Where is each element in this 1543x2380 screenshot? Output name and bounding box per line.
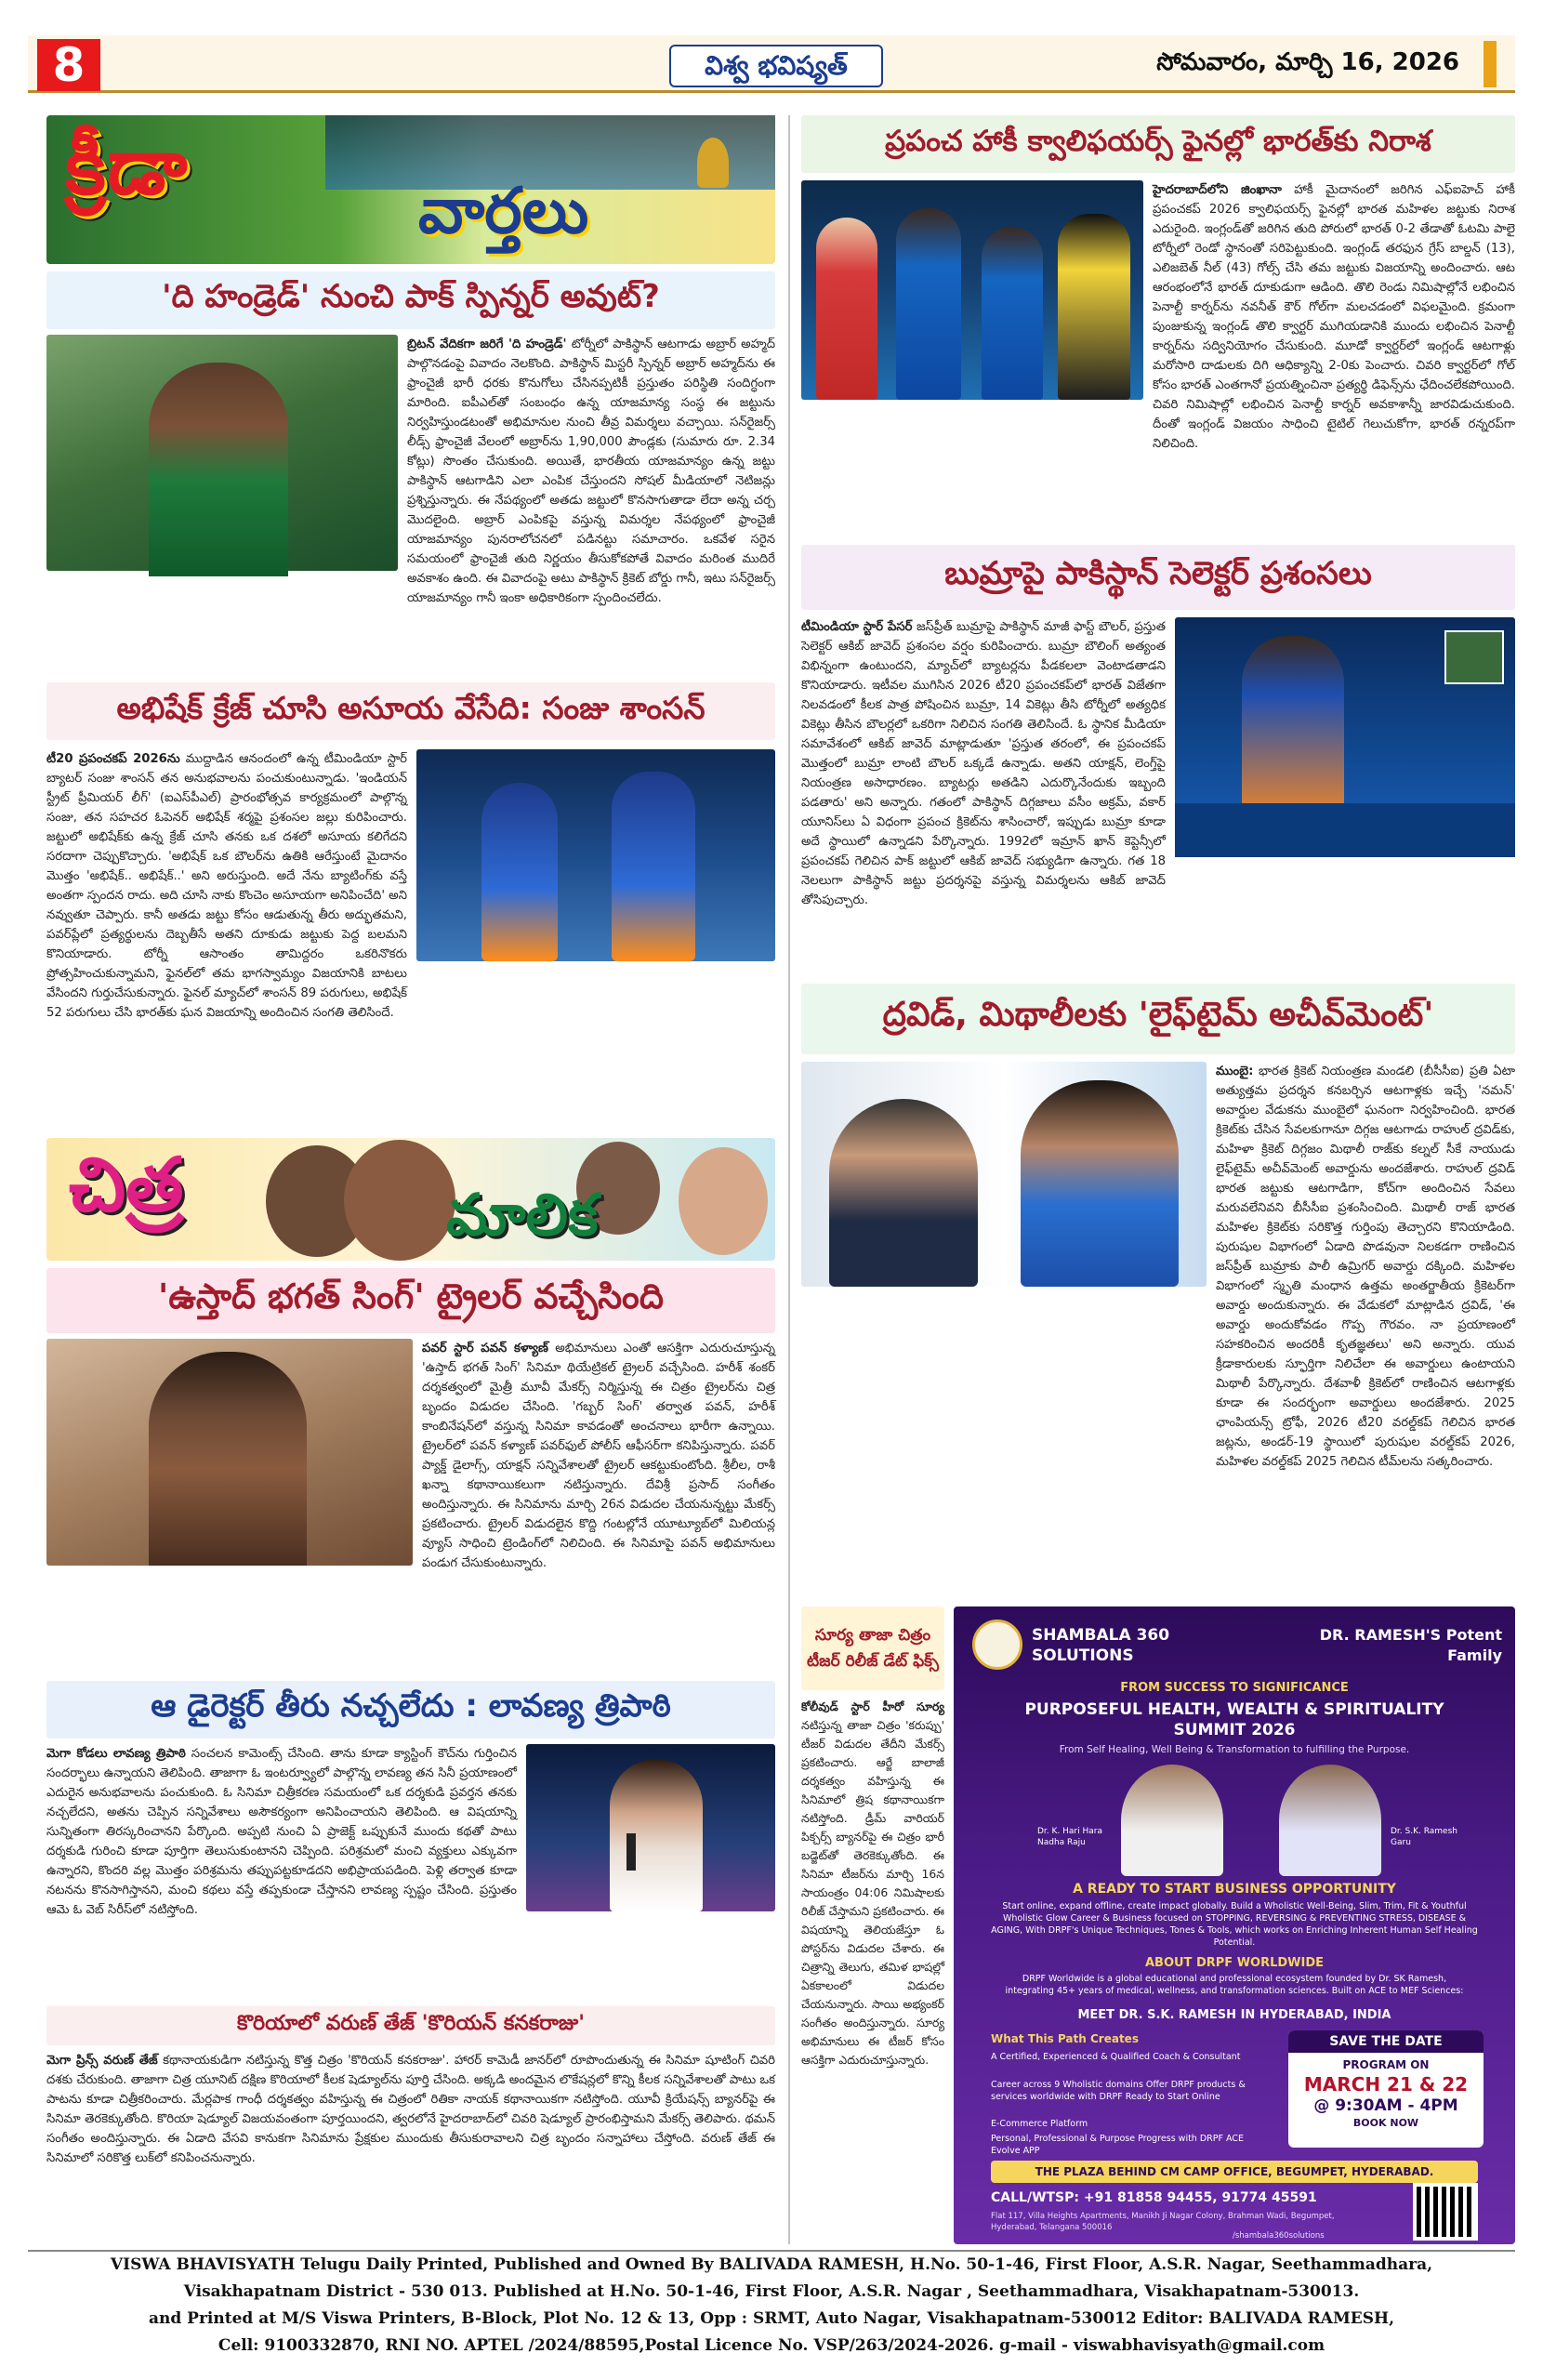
ad-time: @ 9:30AM - 4PM (1313, 2096, 1458, 2115)
cinema-banner-word1: చిత్ర (69, 1142, 184, 1228)
actor-face-2 (344, 1140, 455, 1261)
cinema-section-banner (46, 1138, 775, 1261)
player-india-1 (896, 208, 961, 400)
dravid-mithali-photo (801, 1062, 1207, 1287)
hockey-photo (801, 180, 1143, 400)
bumrah-figure (1242, 636, 1344, 831)
bumrah-photo (1175, 617, 1515, 857)
footer-line-4: Cell: 9100332870, RNI NO. APTEL /2024/88595,Postal Licence No. VSP/263/2024-2026. g-mail - viswabhavisyath@gmail.com (218, 2336, 1325, 2355)
hundred-body-text: టోర్నీలో పాకిస్థాన్ ఆటగాడు అబ్రార్ అహ్మద్ పాల్గొనడంపై వివాదం నెలకొంది. పాకిస్థాన్ మిస్టరీ స్పిన్నర్ అబ్రార్ అహ్మద్‌ను ఈ ఫ్రాంచైజీ భారీ ధరకు కొనుగోలు చేసినప్పటికీ ప్రస్తుతం పరిస్థితి సందిగ్ధంగా మారింది. ఐపీఎల్‌తో సంబంధం ఉన్న యాజమాన్య సంస్థ ఈ జట్టును నిర్వహిస్తుండటంతో అభిమానుల నుంచి తీవ్ర విమర్శలు వచ్చాయి. సన్‌రైజర్స్ లీడ్స్ ఫ్రాంచైజీ వేలంలో అబ్రార్‌ను 1,90,000 పౌండ్లకు (సుమారు రూ. 2.34 కోట్లు) సొంతం చేసుకుంది. అయితే, భారతీయ యాజమాన్యం ఉన్న జట్టు పాకిస్థాన్ ఆటగాడిని ఎలా ఎంపిక చేస్తుందని సోషల్ మీడియాలో నెటిజన్లు ప్రశ్నిస్తున్నారు. ఈ నేపథ్యంలో అతడు జట్టులో కొనసాగుతాడా లేదా అన్న చర్చ మొదలైంది. అబ్రార్ ఎంపికపై వస్తున్న విమర్శల నేపథ్యంలో ఫ్రాంచైజీ యాజమాన్యం పునరాలోచనలో పడినట్టు సమాచారం. ఒకవేళ సరైన సమయంలో ఫ్రాంచైజీ తుది నిర్ణయం తీసుకోకపోతే వివాదం మరింత ముదిరే అవకాశం ఉంది. ఈ వివాదంపై అటు పాకిస్థాన్ క్రికెట్ బోర్డు గానీ, ఇటు సన్‌రైజర్స్ యాజమాన్యం గానీ ఇంకా అధికారికంగా స్పందించలేదు. (407, 337, 776, 605)
footer-line-2: Visakhapatnam District - 530 013. Published at H.No. 50-1-46, First Floor, A.S.R. Nagar , Seethammadhara, Visakhapatnam-530013. (183, 2282, 1360, 2301)
date-accent-bar (1484, 41, 1497, 87)
ad-speaker-2-photo (1279, 1765, 1381, 1876)
varun-lead: మెగా ప్రిన్స్ వరుణ్ తేజ్ (46, 2054, 158, 2068)
player-right (612, 772, 695, 961)
ad-program-on: PROGRAM ON (1342, 2058, 1430, 2071)
sanju-lead: టీ20 ప్రపంచకప్ 2026ను (46, 752, 180, 766)
ad-speaker-1: Dr. K. Hari Hara Nadha Raju (1037, 1827, 1102, 1847)
ad-speaker-2: Dr. S.K. Ramesh Garu (1391, 1827, 1457, 1847)
hundred-lead: బ్రిటన్ వేదికగా జరిగే 'ది హండ్రెడ్' (407, 337, 567, 351)
bumrah-body (801, 617, 1166, 989)
hundred-headline: 'ది హండ్రెడ్' నుంచి పాక్ స్పిన్నర్ అవుట్? (46, 271, 775, 329)
ad-includes-title: What This Path Creates (991, 2032, 1139, 2045)
sports-banner-word1: క్రీడా (65, 121, 190, 212)
varun-body (46, 2051, 775, 2246)
hockey-lead: హైదరాబాద్‌లోని జింఖానా (1153, 183, 1282, 197)
microphone-icon (626, 1833, 636, 1871)
dravid-body-text: భారత క్రికెట్ నియంత్రణ మండలి (బీసీసీఐ) ప్రతి ఏటా అత్యుత్తమ ప్రదర్శన కనబర్చిన ఆటగాళ్లకు ఇచ్చే 'నమన్' అవార్డుల వేడుకను ముంబైలో ఘనంగా నిర్వహించింది. భారత క్రికెట్‌కు చేసిన సేవలకుగానూ దిగ్గజ ఆటగాడు రాహుల్ ద్రవిడ్‌కు, మహిళా క్రికెట్ దిగ్గజం మిథాలీ రాజ్‌కు కల్నల్ సీకే నాయుడు లైఫ్‌టైమ్ అచీవ్‌మెంట్ అవార్డును అందజేశారు. రాహుల్ ద్రవిడ్ భారత జట్టుకు ఆటగాడిగా, కోచ్‌గా అందించిన సేవలు మరువలేనివని బీసీసీఐ ప్రశంసించింది. మిథాలీ రాజ్ భారత మహిళల క్రికెట్‌కు సరికొత్త గుర్తింపు తెచ్చారని కొనియాడింది. పురుషుల విభాగంలో ఏడాది పొడవునా నిలకడగా రాణించిన జస్‌ప్రీత్ బుమ్రాకు పాలీ ఉమ్రిగర్ అవార్డు దక్కింది. మహిళల విభాగంలో స్మృతి మంధాన ఉత్తమ అంతర్జాతీయ క్రికెటర్‌గా అవార్డు అందుకున్నారు. ఈ వేడుకలో మాట్లాడిన ద్రవిడ్, 'ఈ అవార్డు అందుకోవడం గొప్ప గౌరవం. నా ప్రయాణంలో సహకరించిన అందరికీ కృతజ్ఞతలు' అని అన్నారు. యువ క్రీడాకారులకు స్ఫూర్తిగా నిలిచేలా ఈ అవార్డులు ఉంటాయని మిథాలీ పేర్కొన్నారు. దేశవాళీ క్రికెట్‌లో రాణించిన ఆటగాళ్లకు కూడా ఈ సందర్భంగా అవార్డులు అందజేశారు. 2025 ఛాంపియన్స్ ట్రోఫీ, 2026 టీ20 వరల్డ్‌కప్ గెలిచిన భారత జట్లను, అండర్-19 స్థాయిలో పురుషుల వరల్డ్‌కప్ 2026, మహిళల వరల్డ్‌కప్ 2025 గెలిచిన టీమ్‌లను సత్కరించారు. (1216, 1064, 1515, 1469)
sanju-abhishek-photo (416, 749, 775, 961)
varun-headline: కొరియాలో వరుణ్ తేజ్ 'కొరియన్ కనకరాజు' (46, 2006, 775, 2045)
sanju-body-text: ముద్దాడిన ఆనందంలో ఉన్న టీమిండియా స్టార్ బ్యాటర్ సంజు శాంసన్ తన అనుభవాలను పంచుకుంటున్నాడు. 'ఇండియన్ స్ట్రీట్ ప్రీమియర్ లీగ్' (ఐఎస్‌పీఎల్) ప్రారంభోత్సవ కార్యక్రమంలో పాల్గొన్న సంజు, తన సహచర ఓపెనర్ అభిషేక్ శర్మపై ప్రశంసల జల్లు కురిపించారు. జట్టులో అభిషేక్‌కు ఉన్న క్రేజ్ చూసి తనకు ఒక దశలో అసూయ కలిగేదని సరదాగా చెప్పుకొచ్చారు. 'అభిషేక్ ఒక బౌలర్‌ను ఉతికి ఆరేస్తుంటే మైదానం మొత్తం 'అభిషేక్.. అభిషేక్..' అని అరుస్తుంది. అదే నేను బ్యాటింగ్‌కు వస్తే అంతగా స్పందన రాదు. అది చూసి నాకు కొంచెం అసూయగా అనిపించేది' అని నవ్వుతూ చెప్పారు. కానీ అతడు జట్టు కోసం ఆడుతున్న తీరు అద్భుతమని, పవర్‌ప్లేలో ప్రత్యర్థులను దెబ్బతీసే అతని దూకుడు జట్టుకు పెద్ద బలమని కొనియాడారు. టోర్నీ ఆసాంతం తామిద్దరం ఒకరినొకరు ప్రోత్సహించుకున్నామని, ఫైనల్‌లో తమ భాగస్వామ్యం విజయానికి బాటలు వేసిందని గుర్తుచేసుకున్నారు. ఫైనల్ మ్యాచ్‌లో శాంసన్ 89 పరుగులు, అభిషేక్ 52 పరుగులు చేసి భారత్‌కు ఘన విజయాన్ని అందించిన సంగతి తెలిసిందే. (46, 752, 407, 1020)
sports-banner-word2: వార్తలు (418, 175, 589, 248)
ustaad-headline: 'ఉస్తాద్ భగత్ సింగ్' ట్రైలర్ వచ్చేసింది (46, 1268, 775, 1333)
imprint-footer (28, 2250, 1515, 2360)
ad-qr-code-icon[interactable] (1413, 2183, 1478, 2241)
ad-social: /shambala360solutions (1233, 2231, 1325, 2241)
hundred-body-top (407, 335, 776, 605)
ad-logo-leaf-icon (972, 1620, 1022, 1670)
ad-address: Flat 117, Villa Heights Apartments, Manikh Ji Nagar Colony, Brahman Wadi, Begumpet, Hyderabad, Telangana 500016 (991, 2212, 1335, 2232)
inset-photo (1444, 630, 1504, 684)
pawan-kalyan-photo (46, 1339, 413, 1566)
ad-opportunity-text: Start online, expand offline, create impact globally. Build a Wholistic Well-Being, Slim, Trim, Fit & Youthful Wholistic Glow Career & Business focused on STOPPING, REVERSING & PREVENTING STRESS, DISEASE & AGING, With DRPF's Unique Techniques, Tones & Tools, which works on Enriching Inherent Human Self Healing Potential. (991, 1901, 1478, 1948)
ad-speaker-1-photo (1121, 1765, 1223, 1876)
ad-about-title: ABOUT DRPF WORLDWIDE (1144, 1956, 1325, 1970)
newspaper-page (28, 35, 1515, 2360)
shambala-advertisement[interactable] (954, 1606, 1515, 2244)
sponsor-board (1175, 803, 1515, 857)
ustaad-body (422, 1339, 775, 1670)
bumrah-lead: టీమిండియా స్టార్ పేసర్ (801, 620, 913, 634)
column-divider (788, 115, 790, 2244)
sports-section-banner (46, 115, 775, 264)
ad-subtitle: From Self Healing, Well Being & Transformation to fulfilling the Purpose. (1059, 1744, 1410, 1755)
player-left (481, 783, 558, 961)
hockey-body-text: హాకీ మైదానంలో జరిగిన ఎఫ్‌ఐహెచ్ హాకీ ప్రపంచకప్ 2026 క్వాలిఫయర్స్ ఫైనల్లో భారత మహిళల జట్టుకు నిరాశ ఎదురైంది. ఇంగ్లండ్‌తో జరిగిన తుది పోరులో భారత్ 0-2 తేడాతో ఓటమి పాలై టోర్నీలో రెండో స్థానంతో సరిపెట్టుకుంది. ఇంగ్లండ్ తరఫున గ్రేస్ బాల్డన్ (13), ఎలిజబెత్ నీల్ (43) గోల్స్ చేసి తమ జట్టుకు విజయాన్ని అందించారు. ఆట ఆరంభంలోనే భారత్ దూకుడుగా ఆడింది. తొలి రెండు నిమిషాల్లోనే లభించిన పెనాల్టీ కార్నర్‌ను నవనీత్ కౌర్ గోల్‌గా మలచడంలో విఫలమైంది. క్రమంగా పుంజుకున్న ఇంగ్లండ్ తొలి క్వార్టర్ ముగియడానికి ముందు లభించిన పెనాల్టీ కార్నర్‌ను సద్వినియోగం చేసుకుంది. మూడో క్వార్టర్‌లో ఇంగ్లండ్ ఆటగాళ్లు మరోసారి దాడులకు దిగి ఆధిక్యాన్ని 2-0కు పెంచారు. చివరి క్వార్టర్‌లో గోల్ కోసం భారత్ ఎంతగానో ప్రయత్నించినా ప్రత్యర్థి డిఫెన్స్‌ను ఛేదించలేకపోయింది. చివరి నిమిషాల్లో లభించిన పెనాల్టీ కార్నర్ అవకాశాన్నీ జారవిడుచుకుంది. దీంతో ఇంగ్లండ్ విజయం సాధించి టైటిల్ గెలుచుకోగా, భారత్ రన్నరప్‌గా నిలిచింది. (1153, 183, 1515, 451)
sanju-body (46, 749, 407, 1129)
ad-includes-4: Personal, Professional & Purpose Progress with DRPF ACE Evolve APP (991, 2134, 1244, 2156)
ad-includes-1: A Certified, Experienced & Qualified Coach & Consultant (991, 2052, 1241, 2062)
ad-save-date-box[interactable] (1288, 2030, 1484, 2148)
bumrah-headline: బుమ్రాపై పాకిస్థాన్ సెలెక్టర్ ప్రశంసలు (801, 545, 1515, 610)
sanju-headline: అభిషేక్ క్రేజ్ చూసి అసూయ వేసేది: సంజు శాంసన్ (46, 682, 775, 740)
player-figure (149, 363, 288, 576)
dravid-body (1216, 1062, 1515, 1601)
abrar-photo (46, 335, 398, 571)
paper-name-logo: విశ్వ భవిష్యత్ (669, 45, 883, 87)
lavanya-lead: మెగా కోడలు లావణ్య త్రిపాఠి (46, 1747, 186, 1761)
lavanya-body (46, 1744, 517, 2001)
varun-body-text: కథానాయకుడిగా నటిస్తున్న కొత్త చిత్రం 'కొరియన్ కనకరాజు'. హారర్ కామెడీ జానర్‌లో రూపొందుతున్న ఈ సినిమా షూటింగ్ చివరి దశకు చేరుకుంది. తాజాగా చిత్ర యూనిట్ దక్షిణ కొరియాలో కీలక షెడ్యూల్‌ను పూర్తి చేసింది. అక్కడి అందమైన లొకేషన్లలో కొన్ని కీలక సన్నివేశాలతో పాటు ఒక పాటను కూడా చిత్రీకరించారు. మేర్లపాక గాంధీ దర్శకత్వం వహిస్తున్న ఈ చిత్రంలో రితికా నాయక్ కథానాయికగా నటిస్తోంది. యూవీ క్రియేషన్స్ బ్యానర్‌పై ఈ సినిమా తెరకెక్కుతోంది. కొరియా షెడ్యూల్ విజయవంతంగా పూర్తయిందని, త్వరలోనే హైదరాబాద్‌లో చివరి షెడ్యూల్ ప్రారంభిస్తామని మేకర్స్ తెలిపారు. థమన్ సంగీతం అందిస్తున్నారు. ఈ ఏడాది వేసవి కానుకగా సినిమాను ప్రేక్షకుల ముందుకు తీసుకురావాలని చిత్ర బృందం సన్నాహాలు చేస్తోంది. వరుణ్ తేజ్ ఈ సినిమాలో సరికొత్త లుక్‌లో కనిపించనున్నారు. (46, 2054, 775, 2165)
surya-headline: సూర్య తాజా చిత్రం టీజర్ రిలీజ్ డేట్ ఫిక్స్ (801, 1606, 944, 1690)
ad-includes-2: Career across 9 Wholistic domains Offer DRPF products & services worldwide with DRPF Ready to Start Online (991, 2080, 1246, 2102)
hockey-headline: ప్రపంచ హాకీ క్వాలిఫయర్స్ ఫైనల్లో భారత్‌కు నిరాశ (801, 115, 1515, 173)
ad-about-text: DRPF Worldwide is a global educational and professional ecosystem founded by Dr. SK Ramesh, integrating 45+ years of medical, wellness, and transformation sciences. Built on ACE to MEF Sciences: (1005, 1974, 1464, 1996)
surya-body (801, 1698, 944, 2244)
lavanya-body-text: సంచలన కామెంట్స్ చేసింది. తాను కూడా క్యాస్టింగ్ కౌచ్‌ను గుర్తించిన సందర్భాలు ఉన్నాయని తెలిపింది. తాజాగా ఓ ఇంటర్వ్యూలో పాల్గొన్న లావణ్య తన సినీ ప్రయాణంలో ఎదురైన అనుభవాలను పంచుకుంది. ఓ సినిమా చిత్రీకరణ సమయంలో ఒక దర్శకుడి ప్రవర్తన తనకు నచ్చలేదని, అతను చెప్పిన సన్నివేశాలు అసౌకర్యంగా అనిపించాయని తెలిపింది. ఆ విషయాన్ని సున్నితంగా తిరస్కరించానని పేర్కొంది. అప్పటి నుంచి ఏ ప్రాజెక్ట్ ఒప్పుకునే ముందు కథతో పాటు దర్శకుడి గురించి కూడా పూర్తిగా తెలుసుకుంటానని చెప్పింది. పరిశ్రమలో మంచి వ్యక్తులు ఎక్కువగా ఉన్నారని, కొందరి వల్ల మొత్తం పరిశ్రమను తప్పుపట్టకూడదని అభిప్రాయపడింది. పెళ్లి తర్వాత కూడా నటనను కొనసాగిస్తానని, మంచి కథలు వస్తే తప్పకుండా చేస్తానని లావణ్య స్పష్టం చేసింది. ప్రస్తుతం ఆమె ఓ వెబ్ సిరీస్‌లో నటిస్తోంది. (46, 1747, 517, 1917)
ad-book-now-button[interactable]: BOOK NOW (1352, 2117, 1419, 2129)
dravid-headline: ద్రవిడ్, మిథాలీలకు 'లైఫ్‌టైమ్ అచీవ్‌మెంట్' (801, 984, 1515, 1054)
surya-body-text: నటిస్తున్న తాజా చిత్రం 'కరుప్పు' టీజర్ విడుదల తేదీని మేకర్స్ ప్రకటించారు. ఆర్జే బాలాజీ దర్శకత్వం వహిస్తున్న ఈ సినిమాలో త్రిష కథానాయికగా నటిస్తోంది. డ్రీమ్ వారియర్ పిక్చర్స్ బ్యానర్‌పై ఈ చిత్రం భారీ బడ్జెట్‌తో తెరకెక్కుతోంది. ఈ సినిమా టీజర్‌ను మార్చి 16న సాయంత్రం 04:06 నిమిషాలకు రిలీజ్ చేస్తామని ప్రకటించారు. ఈ విషయాన్ని తెలియజేస్తూ ఓ పోస్టర్‌ను విడుదల చేశారు. ఈ చిత్రాన్ని తెలుగు, తమిళ భాషల్లో ఏకకాలంలో విడుదల చేయనున్నారు. సాయి అభ్యంకర్ సంగీతం అందిస్తున్నారు. సూర్య అభిమానులు ఈ టీజర్ కోసం ఆసక్తిగా ఎదురుచూస్తున్నారు. (801, 1718, 944, 2067)
page-number: 8 (37, 39, 100, 91)
player-goalkeeper (1058, 214, 1130, 400)
dravid-lead: ముంబై: (1216, 1064, 1254, 1078)
actor-figure (149, 1352, 307, 1566)
ad-save-date: SAVE THE DATE (1288, 2030, 1484, 2053)
ad-brand: SHAMBALA 360 SOLUTIONS (1032, 1626, 1170, 1665)
ustaad-lead: పవర్ స్టార్ పవన్ కళ్యాణ్ (422, 1342, 548, 1355)
ad-dates: MARCH 21 & 22 (1303, 2073, 1469, 2096)
ustaad-body-text: అభిమానులు ఎంతో ఆసక్తిగా ఎదురుచూస్తున్న 'ఉస్తాద్ భగత్ సింగ్' సినిమా థియేట్రికల్ ట్రైలర్ వచ్చేసింది. హరీశ్ శంకర్ దర్శకత్వంలో మైత్రీ మూవీ మేకర్స్ నిర్మిస్తున్న ఈ చిత్రం ట్రైలర్‌ను చిత్ర బృందం విడుదల చేసింది. 'గబ్బర్ సింగ్' తర్వాత పవన్, హరీశ్ కాంబినేషన్‌లో వస్తున్న సినిమా కావడంతో అంచనాలు భారీగా ఉన్నాయి. ట్రైలర్‌లో పవన్ కళ్యాణ్ పవర్‌ఫుల్ పోలీస్ ఆఫీసర్‌గా కనిపిస్తున్నారు. పవర్ ప్యాక్డ్ డైలాగ్స్, యాక్షన్ సన్నివేశాలతో ట్రైలర్ ఆకట్టుకుంటోంది. శ్రీలీల, రాశీ ఖన్నా కథానాయికలుగా నటిస్తున్నారు. దేవిశ్రీ ప్రసాద్ సంగీతం అందిస్తున్నారు. ఈ సినిమాను మార్చి 26న విడుదల చేయనున్నట్టు మేకర్స్ ప్రకటించారు. ట్రైలర్ విడుదలైన కొద్ది గంటల్లోనే యూట్యూబ్‌లో మిలియన్ల వ్యూస్ సాధించి ట్రెండింగ్‌లో నిలిచింది. ఈ సినిమాపై పవన్ అభిమానులు పండుగ చేసుకుంటున్నారు. (422, 1342, 775, 1570)
lavanya-photo (526, 1744, 775, 1911)
player-india-2 (982, 227, 1043, 400)
cinema-banner-word2: మాలిక (446, 1181, 599, 1249)
dravid-figure (829, 1099, 978, 1287)
hockey-body (1153, 180, 1515, 543)
actress-figure (610, 1759, 703, 1911)
player-england (816, 218, 877, 400)
actress-face (679, 1147, 768, 1255)
bumrah-body-text: జస్‌ప్రీత్ బుమ్రాపై పాకిస్థాన్ మాజీ ఫాస్ట్ బౌలర్, ప్రస్తుత సెలెక్టర్ ఆకిబ్ జావెద్ ప్రశంసల వర్షం కురిపించారు. బుమ్రా బౌలింగ్ అత్యంత విభిన్నంగా ఉంటుందని, మ్యాచ్‌లో బ్యాటర్లను పీడకలలా వెంటాడతాడని కొనియాడారు. ఇటీవల ముగిసిన 2026 టీ20 ప్రపంచకప్‌లో భారత్ విజేతగా నిలవడంలో కీలక పాత్ర పోషించిన బుమ్రా, 14 వికెట్లు తీసి టోర్నీలో అత్యధిక వికెట్లు తీసిన బౌలర్లలో ఒకరిగా నిలిచిన సంగతి తెలిసిందే. ఓ స్థానిక మీడియా సమావేశంలో ఆకిబ్ జావెద్ మాట్లాడుతూ 'ప్రస్తుత తరంలో, ఈ ప్రపంచకప్ మొత్తంలో బుమ్రా లాంటి బౌలర్ ఒక్కడే ఉన్నాడు. అతని యాక్షన్, లెంగ్త్‌పై నియంత్రణ అసాధారణం. బ్యాటర్లు అతడిని ఎదుర్కొనేందుకు ఇబ్బంది పడతారు' అని అన్నారు. గతంలో పాకిస్థాన్ దిగ్గజాలు వసీం అక్రమ్, వకార్ యూనిస్‌లు ఏ విధంగా ప్రపంచ క్రికెట్‌ను శాసించారో, ఇప్పుడు బుమ్రా కూడా అదే స్థాయిలో ఉన్నాడని పేర్కొన్నారు. 1992లో ఇమ్రాన్ ఖాన్ కెప్టెన్సీలో ప్రపంచకప్ గెలిచిన పాక్ జట్టులో ఆకిబ్ జావెద్ సభ్యుడిగా ఉన్నారు. గత 18 నెలలుగా పాకిస్థాన్ జట్టు ప్రదర్శనపై వస్తున్న విమర్శలను ఆకిబ్ జావెద్ తోసిపుచ్చారు. (801, 620, 1166, 907)
ad-venue: THE PLAZA BEHIND CM CAMP OFFICE, BEGUMPET, HYDERABAD. (991, 2161, 1478, 2183)
footer-line-1: VISWA BHAVISYATH Telugu Daily Printed, Published and Owned By BALIVADA RAMESH, H.No. 50-1-46, First Floor, A.S.R. Nagar, Seethammadhara, (110, 2255, 1433, 2274)
surya-lead: కోలీవుడ్ స్టార్ హీరో సూర్య (801, 1699, 944, 1713)
masthead (28, 35, 1515, 93)
footer-line-3: and Printed at M/S Viswa Printers, B-Block, Plot No. 12 & 13, Opp : SRMT, Auto Nagar, Visakhapatnam-530012 Editor: BALIVADA RAMESH, (148, 2309, 1394, 2328)
ad-partner: DR. RAMESH'S Potent Family (1319, 1626, 1502, 1664)
lavanya-headline: ఆ డైరెక్టర్ తీరు నచ్చలేదు : లావణ్య త్రిపాఠి (46, 1681, 775, 1739)
ad-includes-3: E-Commerce Platform (991, 2119, 1088, 2129)
ad-opportunity-title: A READY TO START BUSINESS OPPORTUNITY (1073, 1882, 1396, 1897)
ad-phone[interactable]: CALL/WTSP: +91 81858 94455, 91774 45591 (991, 2190, 1317, 2205)
ad-summit: PURPOSEFUL HEALTH, WEALTH & SPIRITUALITY SUMMIT 2026 (1024, 1700, 1444, 1739)
trophy-icon (697, 138, 729, 188)
ad-meet: MEET DR. S.K. RAMESH IN HYDERABAD, INDIA (1077, 2008, 1391, 2022)
mithali-figure (1021, 1080, 1179, 1287)
ad-tagline: FROM SUCCESS TO SIGNIFICANCE (1120, 1681, 1349, 1695)
issue-date: సోమవారం, మార్చి 16, 2026 (1156, 48, 1459, 76)
